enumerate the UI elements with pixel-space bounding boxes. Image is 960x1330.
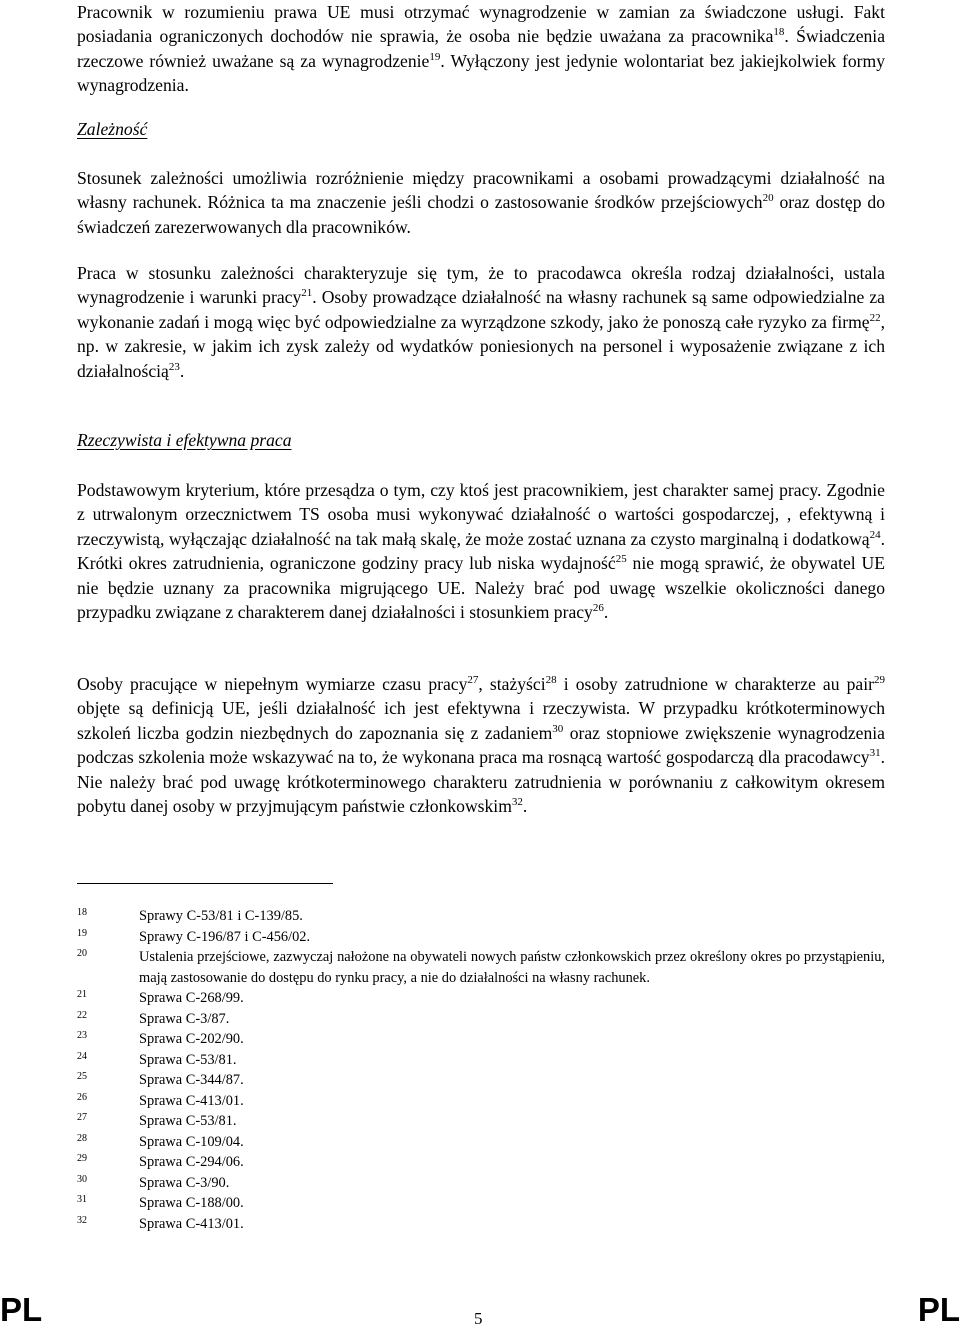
footnote-number: 31 xyxy=(77,1194,87,1205)
footnote-text: Sprawa C-3/90. xyxy=(139,1174,230,1191)
paragraph-text: Pracownik w rozumieniu prawa UE musi otrzymać wynagrodzenie w zamian za świadczone usługi. Fakt posiadania ograniczonych dochodów nie sprawia, że osoba nie będzie uważana za pracownika xyxy=(77,2,885,47)
footnote-item xyxy=(77,1029,885,1050)
paragraph-text: . Osoby prowadzące działalność na własny rachunek są same odpowiedzialne za wykonanie zadań i mogą więc być odpowiedzialne za wyrządzone szkody, jako że ponoszą całe ryzyko za firmę xyxy=(77,287,885,332)
footnote-number: 28 xyxy=(77,1132,87,1144)
footnote-reference[interactable]: 21 xyxy=(301,287,313,300)
footnote-item xyxy=(77,1132,885,1153)
footnote-text: Ustalenia przejściowe, zazwyczaj nałożone na obywateli nowych państw członkowskich przez określony okres po przystąpieniu, mają zastosowanie do dostępu do rynku pracy, a nie do działalności na własny rachunek. xyxy=(139,949,885,986)
footnote-text: Sprawa C-188/00. xyxy=(139,1195,244,1211)
heading-genuine-work: Rzeczywista i efektywna praca xyxy=(77,430,292,450)
paragraph-text: nie mogą sprawić, że obywatel UE nie będzie uznany za pracownika migrującego UE. Należy brać pod uwagę wszelkie okoliczności danego przypadku związane z charakterem danej działalności i stosunkiem pracy xyxy=(77,553,885,623)
footnote-item xyxy=(77,947,885,988)
footnote-item xyxy=(77,1214,885,1235)
footnote-number: 24 xyxy=(77,1050,87,1062)
footnote-item xyxy=(77,906,885,927)
footnote-separator xyxy=(77,883,333,884)
paragraph-subordinate-work xyxy=(77,261,885,383)
footnote-number: 25 xyxy=(77,1071,87,1082)
footnote-text: Sprawa C-53/81. xyxy=(139,1051,237,1068)
footnote-number: 19 xyxy=(77,927,87,939)
footnote-reference[interactable]: 29 xyxy=(874,674,885,687)
footnote-text: Sprawa C-53/81. xyxy=(139,1113,237,1129)
paragraph-text: objęte są definicją UE, jeśli działalność ich jest efektywna i rzeczywista. W przypadku krótkoterminowych szkoleń liczba godzin niezbędnych do zapoznania się z zadaniem xyxy=(77,698,885,743)
paragraph-text: Podstawowym kryterium, które przesądza o tym, czy ktoś jest pracownikiem, jest charakter samej pracy. Zgodnie z utrwalonym orzecznictwem TS osoba musi wykonywać działalność o wartości gospodarczej, , efektywną i rzeczywistą, wyłączając działalność na tak małą skalę, że może zostać uznana za czysto marginalną i dodatkową xyxy=(77,480,885,549)
footnote-item xyxy=(77,1009,885,1030)
footnote-text: Sprawy C-53/81 i C-139/85. xyxy=(139,908,303,924)
footnote-number: 32 xyxy=(77,1214,87,1226)
footnote-reference[interactable]: 27 xyxy=(467,674,479,687)
paragraph-text: . xyxy=(522,796,528,817)
footnote-text: Sprawa C-344/87. xyxy=(139,1072,244,1088)
footnote-item xyxy=(77,1050,885,1071)
footnote-text: Sprawa C-3/87. xyxy=(139,1010,230,1027)
footnote-number: 26 xyxy=(77,1091,87,1103)
footnote-text: Sprawa C-413/01. xyxy=(139,1092,244,1109)
paragraph-text: . xyxy=(603,602,609,623)
footnote-item xyxy=(77,927,885,948)
paragraph-text: , np. w zakresie, w jakim ich zysk zależy od wydatków poniesionych na personel i wyposażenie związane z ich działalnością xyxy=(77,311,885,381)
footnote-item xyxy=(77,1173,885,1194)
footnote-text: Sprawa C-294/06. xyxy=(139,1154,244,1170)
paragraph-text: Praca w stosunku zależności charakteryzuje się tym, że to pracodawca określa rodzaj działalności, ustala wynagrodzenie i warunki pracy xyxy=(77,263,885,308)
footnote-reference[interactable]: 25 xyxy=(615,553,627,566)
footnote-text: Sprawy C-196/87 i C-456/02. xyxy=(139,928,311,945)
footnote-number: 27 xyxy=(77,1112,87,1123)
paragraph-nature-of-work xyxy=(77,478,885,624)
footnote-reference[interactable]: 32 xyxy=(511,796,523,809)
footnote-reference[interactable]: 26 xyxy=(592,602,604,615)
paragraph-text: i osoby zatrudnione w charakterze au pair xyxy=(556,674,874,694)
page-number: 5 xyxy=(474,1309,483,1328)
paragraph-text: . Nie należy brać pod uwagę krótkoterminowego charakteru zatrudnienia w porównaniu z całkowitym okresem pobytu danej osoby w przyjmującym państwie członkowskim xyxy=(77,747,885,817)
footnote-number: 29 xyxy=(77,1153,87,1164)
paragraph-text: . Krótki okres zatrudnienia, ograniczone godziny pracy lub niska wydajność xyxy=(77,528,885,574)
footnote-item xyxy=(77,1193,885,1214)
paragraph-part-time-workers xyxy=(77,672,885,818)
footnote-number: 18 xyxy=(77,907,87,918)
footnote-reference[interactable]: 30 xyxy=(552,722,564,735)
paragraph-dependency xyxy=(77,166,885,239)
footnote-reference[interactable]: 22 xyxy=(869,311,881,324)
footnote-number: 20 xyxy=(77,948,87,959)
paragraph-text: Osoby pracujące w niepełnym wymiarze czasu pracy xyxy=(77,674,468,694)
paragraph-text: . Wyłączony jest jedynie wolontariat bez jakiejkolwiek formy wynagrodzenia. xyxy=(77,50,886,96)
footnote-reference[interactable]: 19 xyxy=(429,50,441,63)
footnote-reference[interactable]: 28 xyxy=(545,674,557,687)
paragraph-text: . Świadczenia rzeczowe również uważane są za wynagrodzenie xyxy=(77,26,886,71)
footnote-item xyxy=(77,1070,885,1091)
footnote-reference[interactable]: 20 xyxy=(762,192,774,205)
paragraph-text: Stosunek zależności umożliwia rozróżnienie między pracownikami a osobami prowadzącymi działalność na własny rachunek. Różnica ta ma znaczenie jeśli chodzi o zastosowanie środków przejściowych xyxy=(77,168,885,213)
footer-language-code-right: PL xyxy=(917,1291,960,1328)
footnote-text: Sprawa C-268/99. xyxy=(139,990,244,1006)
paragraph-text: oraz stopniowe zwiększenie wynagrodzenia podczas szkolenia może wskazywać na to, że wykonana praca ma rosnącą wartość gospodarczą dla pracodawcy xyxy=(77,722,885,768)
footnote-number: 21 xyxy=(77,989,87,1000)
footnote-text: Sprawa C-413/01. xyxy=(139,1215,244,1232)
footer-language-code-left: PL xyxy=(0,1291,43,1328)
footnote-item xyxy=(77,1111,885,1132)
footnote-reference[interactable]: 24 xyxy=(869,528,881,541)
paragraph-text: . xyxy=(179,360,185,381)
heading-dependency: Zależność xyxy=(77,119,148,139)
footnote-item xyxy=(77,1091,885,1112)
paragraph-text: oraz dostęp do świadczeń zarezerwowanych dla pracowników. xyxy=(77,192,885,237)
footnote-reference[interactable]: 18 xyxy=(773,26,785,39)
footnote-number: 22 xyxy=(77,1009,87,1021)
footnote-reference[interactable]: 23 xyxy=(168,360,180,373)
footnote-item xyxy=(77,988,885,1009)
footnote-number: 30 xyxy=(77,1173,87,1185)
paragraph-text: , stażyści xyxy=(478,674,546,694)
footnote-text: Sprawa C-109/04. xyxy=(139,1133,244,1150)
footnote-item xyxy=(77,1152,885,1173)
footnote-number: 23 xyxy=(77,1030,87,1041)
paragraph-remuneration xyxy=(77,0,885,98)
footnote-reference[interactable]: 31 xyxy=(869,747,881,760)
footnote-text: Sprawa C-202/90. xyxy=(139,1031,244,1047)
